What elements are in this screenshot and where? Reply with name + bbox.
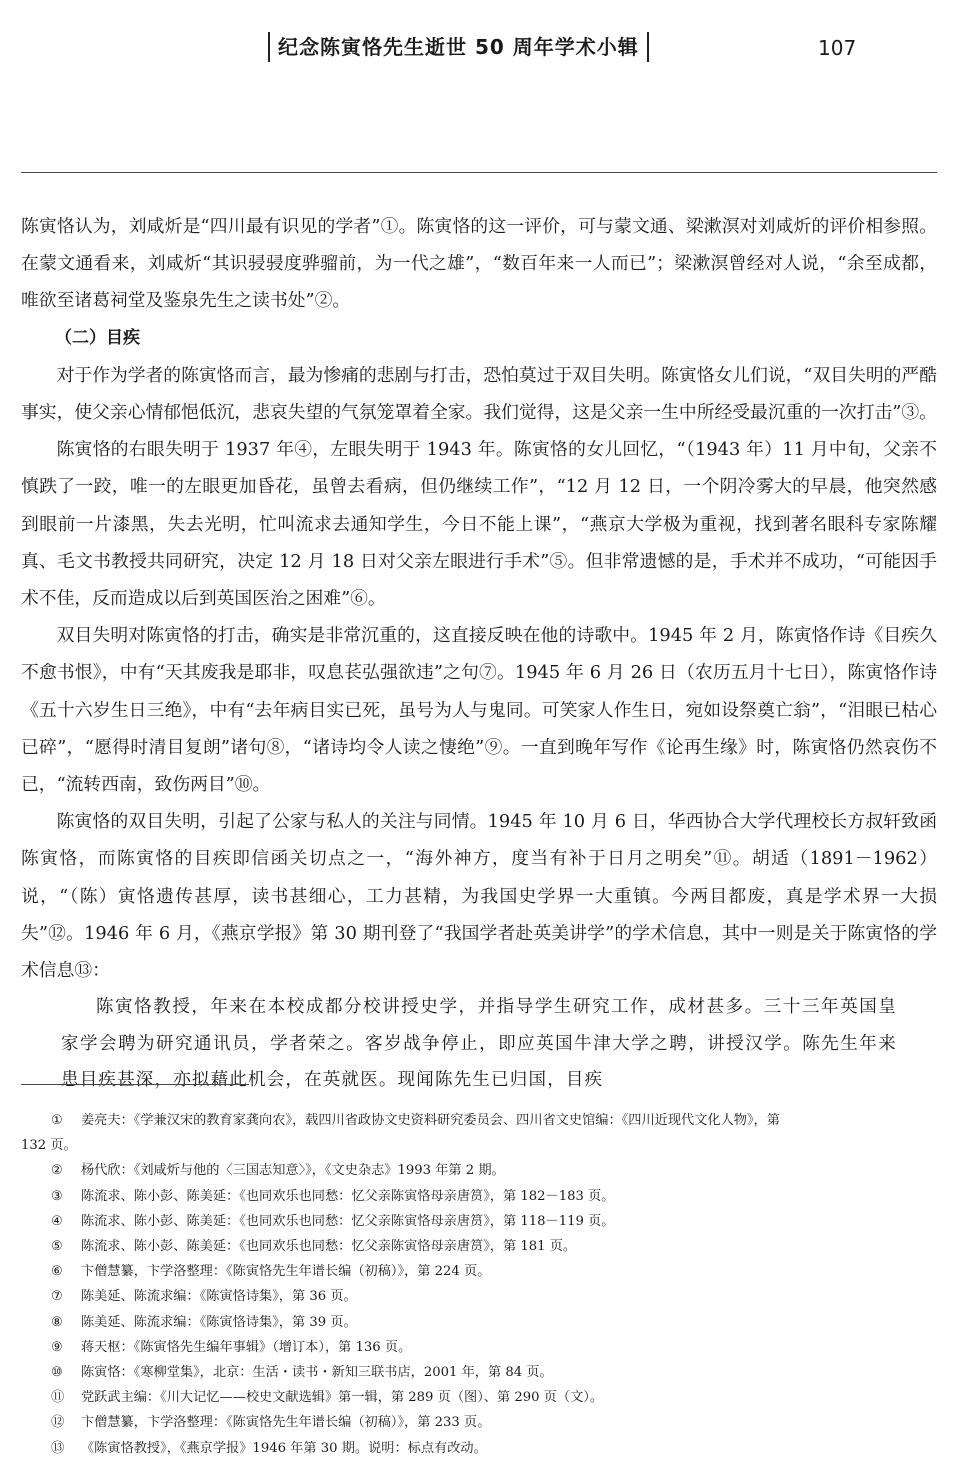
- footnote-continuation: 132 页。: [21, 1138, 77, 1154]
- footnote-text: 陈寅恪：《寒柳堂集》，北京：生活・读书・新知三联书店，2001 年，第 84 页。: [81, 1365, 553, 1381]
- footnote-1: [21, 1108, 937, 1158]
- footnote-8: [21, 1310, 937, 1335]
- footnote-9: [21, 1335, 937, 1360]
- footnote-divider: [21, 1084, 249, 1085]
- footnote-mark: ④: [51, 1213, 63, 1229]
- footnote-7: [21, 1284, 937, 1309]
- footnote-mark: ⑫: [51, 1415, 65, 1431]
- paragraph-4: 双目失明对陈寅恪的打击，确实是非常沉重的，这直接反映在他的诗歌中。1945 年 2 月，陈寅恪作诗《目疾久不愈书恨》，中有“天其废我是耶非，叹息苌弘强欲违”之句⑦。1945 年 6 月 26 日（农历五月十七日），陈寅恪作诗《五十六岁生日三绝》，中有“去年病目实已死，虽号为人与鬼同。可笑家人作生日，宛如设祭奠亡翁”，“泪眼已枯心已碎”，“愿得时清目复朗”诸句⑧，“诸诗均令人读之悽绝”⑨。一直到晚年写作《论再生缘》时，陈寅恪仍然哀伤不已，“流转西南，致伤两目”⑩。: [21, 625, 937, 796]
- footnote-mark: ⑦: [51, 1289, 63, 1305]
- section-heading: （二）目疾: [55, 327, 140, 348]
- footnote-5: [21, 1234, 937, 1259]
- footnote-text: 陈流求、陈小彭、陈美延：《也同欢乐也同愁：忆父亲陈寅恪母亲唐筼》，第 181 页。: [81, 1239, 577, 1255]
- footnote-text: 《陈寅恪教授》，《燕京学报》1946 年第 30 期。说明：标点有改动。: [81, 1440, 487, 1456]
- paragraph-3: 陈寅恪的右眼失明于 1937 年④，左眼失明于 1943 年。陈寅恪的女儿回忆，“（1943 年）11 月中旬，父亲不慎跌了一跤，唯一的左眼更加昏花，虽曾去看病，但仍继续工作”，“12 月 12 日，一个阴冷雾大的早晨，他突然感到眼前一片漆黑，失去光明，忙叫流求去通知学生，今日不能上课”，“燕京大学极为重视，找到著名眼科专家陈耀真、毛文书教授共同研究，决定 12 月 18 日对父亲左眼进行手术”⑤。但非常遗憾的是，手术并不成功，“可能因手术不佳，反而造成以后到英国医治之困难”⑥。: [21, 439, 937, 610]
- footnote-mark: ⑨: [51, 1339, 63, 1355]
- running-header: [0, 28, 958, 68]
- block-quote: 陈寅恪教授，年来在本校成都分校讲授史学，并指导学生研究工作，成材甚多。三十三年英国皇家学会聘为研究通讯员，学者荣之。客岁战争停止，即应英国牛津大学之聘，讲授汉学。陈先生年来患目疾甚深，亦拟藉此机会，在英就医。现闻陈先生已归国，目疾: [61, 997, 897, 1091]
- main-text: [21, 208, 937, 1099]
- footnote-mark: ⑬: [51, 1440, 65, 1456]
- footnote-mark: ①: [51, 1113, 63, 1128]
- footnote-text: 杨代欣：《刘咸炘与他的〈三国志知意〉》，《文史杂志》1993 年第 2 期。: [81, 1163, 505, 1179]
- page-number: 107: [818, 36, 857, 60]
- header-divider: [21, 172, 937, 173]
- footnote-2: [21, 1158, 937, 1183]
- footnote-text: 陈美延、陈流求编：《陈寅恪诗集》，第 39 页。: [81, 1314, 357, 1330]
- footnote-13: [21, 1436, 937, 1461]
- footnote-6: [21, 1259, 937, 1284]
- paragraph-2: 对于作为学者的陈寅恪而言，最为惨痛的悲剧与打击，恐怕莫过于双目失明。陈寅恪女儿们说，“双目失明的严酷事实，使父亲心情郁悒低沉，悲哀失望的气氛笼罩着全家。我们觉得，这是父亲一生中所经受最沉重的一次打击”③。: [21, 364, 937, 424]
- footnote-mark: ⑩: [51, 1365, 63, 1381]
- footnote-11: [21, 1385, 937, 1410]
- footnote-3: [21, 1184, 937, 1209]
- footnote-text: 卞僧慧纂，卞学洛整理：《陈寅恪先生年谱长编（初稿）》，第 224 页。: [81, 1264, 491, 1280]
- footnote-mark: ⑥: [51, 1264, 63, 1280]
- paragraph-5: 陈寅恪的双目失明，引起了公家与私人的关注与同情。1945 年 10 月 6 日，华西协合大学代理校长方叔轩致函陈寅恪，而陈寅恪的目疾即信函关切点之一，“海外神方，度当有补于日月之明矣”⑪。胡适（1891－1962）说，“（陈）寅恪遗传甚厚，读书甚细心，工力甚精，为我国史学界一大重镇。今两目都废，真是学术界一大损失”⑫。1946 年 6 月，《燕京学报》第 30 期刊登了“我国学者赴英美讲学”的学术信息，其中一则是关于陈寅恪的学术信息⑬：: [21, 811, 938, 982]
- footnote-text: 陈流求、陈小彭、陈美延：《也同欢乐也同愁：忆父亲陈寅恪母亲唐筼》，第 182－183 页。: [81, 1188, 615, 1204]
- paragraph-1: 陈寅恪认为，刘咸炘是“四川最有识见的学者”①。陈寅恪的这一评价，可与蒙文通、梁漱溟对刘咸炘的评价相参照。在蒙文通看来，刘咸炘“其识骎骎度骅骝前，为一代之雄”，“数百年来一人而已”；梁漱溟曾经对人说，“余至成都，唯欲至诸葛祠堂及鉴泉先生之读书处”②。: [21, 216, 937, 312]
- footnote-mark: ②: [51, 1163, 63, 1179]
- footnotes: [21, 1108, 937, 1461]
- footnote-text: 姜亮夫：《学兼汉宋的教育家龚向农》，载四川省政协文史资料研究委员会、四川省文史馆编：《四川近现代文化人物》，第: [81, 1113, 780, 1128]
- footnote-text: 陈美延、陈流求编：《陈寅恪诗集》，第 36 页。: [81, 1289, 357, 1305]
- footnote-10: [21, 1360, 937, 1385]
- footnote-text: 党跃武主编：《川大记忆——校史文献选辑》第一辑，第 289 页（图）、第 290 页（文）。: [81, 1390, 604, 1406]
- footnote-mark: ③: [51, 1188, 63, 1204]
- footnote-12: [21, 1410, 937, 1435]
- footnote-mark: ⑧: [51, 1314, 63, 1330]
- footnote-mark: ⑤: [51, 1239, 63, 1255]
- footnote-text: 蒋天枢：《陈寅恪先生编年事辑》（增订本），第 136 页。: [81, 1339, 412, 1355]
- footnote-mark: ⑪: [51, 1390, 65, 1406]
- journal-section-title: 纪念陈寅恪先生逝世 50 周年学术小辑: [268, 32, 649, 62]
- footnote-text: 陈流求、陈小彭、陈美延：《也同欢乐也同愁：忆父亲陈寅恪母亲唐筼》，第 118－119 页。: [81, 1213, 615, 1229]
- footnote-text: 卞僧慧纂，卞学洛整理：《陈寅恪先生年谱长编（初稿）》，第 233 页。: [81, 1415, 491, 1431]
- footnote-4: [21, 1209, 937, 1234]
